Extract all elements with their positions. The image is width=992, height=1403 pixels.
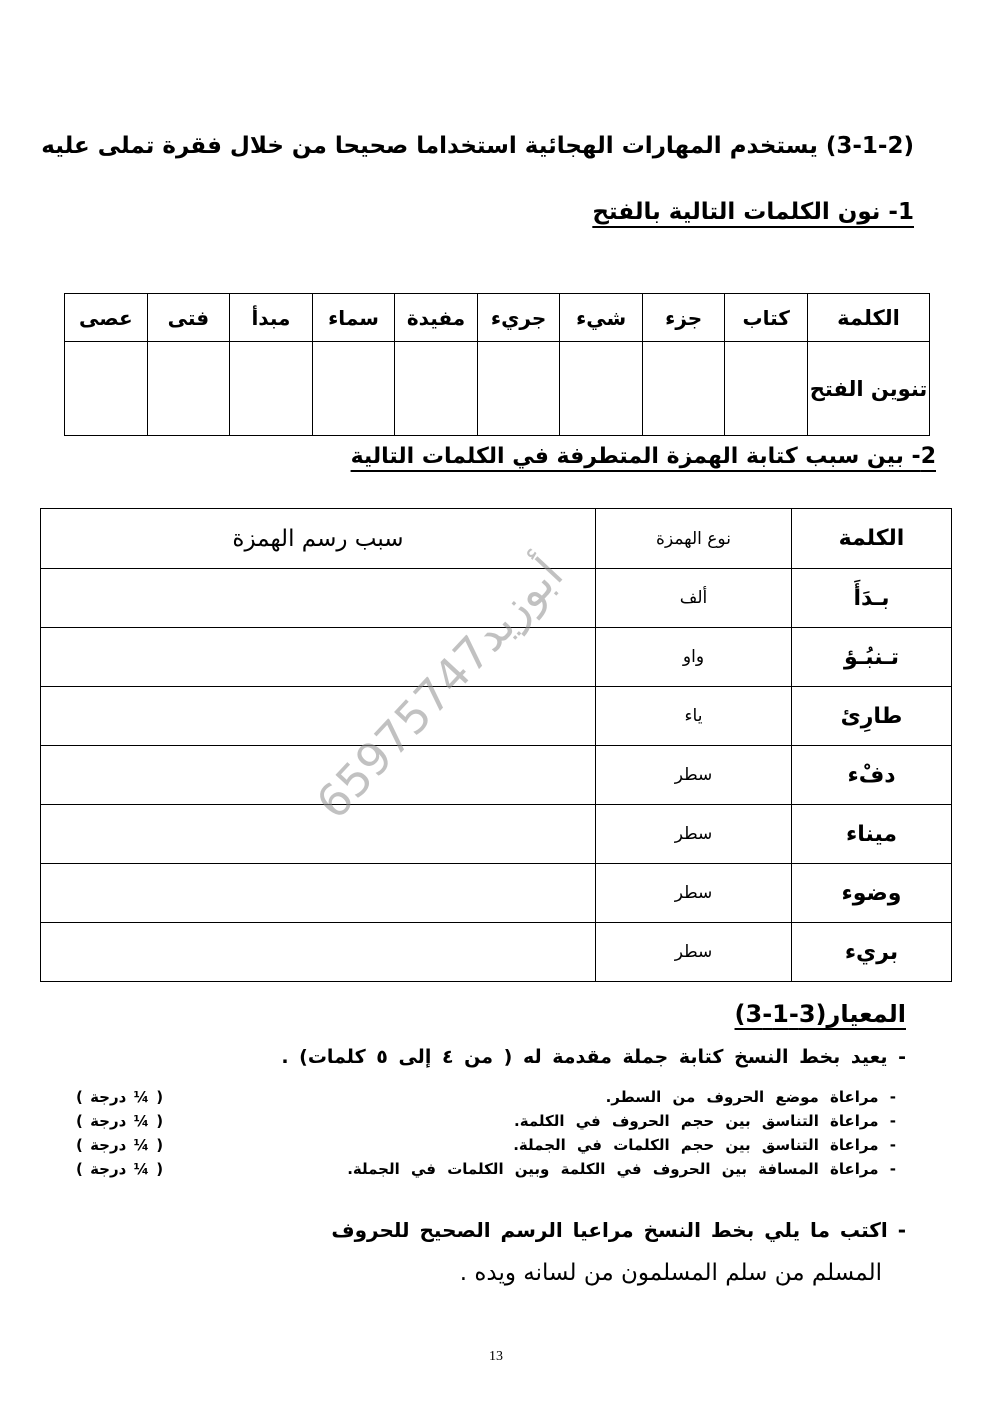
answer-cell <box>395 342 478 436</box>
tanween-table <box>64 293 930 436</box>
practice-sentence: المسلم من سلم المسلمون من لسانه ويده . <box>459 1260 882 1286</box>
hamza-reason-cell <box>41 864 596 923</box>
criteria-item <box>76 1112 896 1130</box>
criteria-score: ( ¼ درجة ) <box>76 1112 164 1130</box>
hamza-header-type: نوع الهمزة <box>596 509 792 569</box>
hamza-header-word: الكلمة <box>792 509 952 569</box>
watermark: أبوزيد65975747 <box>305 547 574 830</box>
hamza-type-cell: سطر <box>596 864 792 923</box>
hamza-table-row <box>41 569 952 628</box>
hamza-table-row <box>41 864 952 923</box>
word-cell: كتاب <box>725 294 808 342</box>
criteria-text: - مراعاة المسافة بين الحروف في الكلمة وبين الكلمات في الجملة. <box>347 1160 896 1178</box>
criteria-score: ( ¼ درجة ) <box>76 1088 164 1106</box>
word-cell: عصى <box>65 294 148 342</box>
answer-cell <box>65 342 148 436</box>
criteria-text: - مراعاة التناسق بين حجم الكلمات في الجملة. <box>513 1136 896 1154</box>
answer-cell <box>312 342 395 436</box>
standard-intro-line: - يعيد بخط النسخ كتابة جملة مقدمة له ( من ٤ إلى ٥ كلمات) . <box>281 1046 906 1068</box>
answer-cell <box>230 342 313 436</box>
tanween-table-header-row <box>65 294 930 342</box>
tanween-row-header: تنوين الفتح <box>808 342 930 436</box>
hamza-header-reason: سبب رسم الهمزة <box>41 509 596 569</box>
hamza-type-cell: سطر <box>596 805 792 864</box>
section2-heading: 2- بين سبب كتابة الهمزة المتطرفة في الكلمات التالية <box>350 444 936 469</box>
hamza-table <box>40 508 952 982</box>
hamza-table-row <box>41 805 952 864</box>
answer-cell <box>642 342 725 436</box>
word-cell: سماء <box>312 294 395 342</box>
criteria-score: ( ¼ درجة ) <box>76 1160 164 1178</box>
hamza-word-cell: ميناء <box>792 805 952 864</box>
hamza-table-row <box>41 923 952 982</box>
hamza-type-cell: سطر <box>596 923 792 982</box>
hamza-type-cell: واو <box>596 628 792 687</box>
answer-cell <box>147 342 230 436</box>
answer-cell <box>477 342 560 436</box>
hamza-type-cell: سطر <box>596 746 792 805</box>
hamza-word-cell: بـدَأَ <box>792 569 952 628</box>
section1-heading: 1- نون الكلمات التالية بالفتح <box>592 199 914 225</box>
answer-cell <box>560 342 643 436</box>
hamza-reason-cell <box>41 923 596 982</box>
hamza-word-cell: طارِئ <box>792 687 952 746</box>
copy-task-line: - اكتب ما يلي بخط النسخ مراعيا الرسم الصحيح للحروف <box>331 1218 906 1242</box>
hamza-type-cell: ياء <box>596 687 792 746</box>
criteria-text: - مراعاة موضع الحروف من السطر. <box>605 1088 896 1106</box>
hamza-word-cell: بريء <box>792 923 952 982</box>
hamza-reason-cell <box>41 805 596 864</box>
hamza-reason-cell <box>41 628 596 687</box>
word-cell: شيء <box>560 294 643 342</box>
hamza-word-cell: تـنبُـؤ <box>792 628 952 687</box>
hamza-table-row <box>41 687 952 746</box>
word-cell: جزء <box>642 294 725 342</box>
hamza-reason-cell <box>41 687 596 746</box>
hamza-type-cell: ألف <box>596 569 792 628</box>
section3-heading: المعيار(3-1-3) <box>734 1000 906 1028</box>
page-title: (3-1-2) يستخدم المهارات الهجائية استخداما صحيحا من خلال فقرة تملى عليه <box>41 133 914 159</box>
hamza-reason-cell <box>41 569 596 628</box>
page-number: 13 <box>489 1349 503 1364</box>
hamza-table-row <box>41 746 952 805</box>
hamza-word-cell: دفْء <box>792 746 952 805</box>
criteria-list <box>76 1088 896 1184</box>
word-cell: جريء <box>477 294 560 342</box>
tanween-col-header: الكلمة <box>808 294 930 342</box>
hamza-table-row <box>41 628 952 687</box>
criteria-score: ( ¼ درجة ) <box>76 1136 164 1154</box>
hamza-reason-cell <box>41 746 596 805</box>
criteria-text: - مراعاة التناسق بين حجم الحروف في الكلمة. <box>514 1112 896 1130</box>
tanween-table-answer-row <box>65 342 930 436</box>
word-cell: مفيدة <box>395 294 478 342</box>
criteria-item <box>76 1088 896 1106</box>
criteria-item <box>76 1160 896 1178</box>
answer-cell <box>725 342 808 436</box>
hamza-word-cell: وضوء <box>792 864 952 923</box>
word-cell: مبدأ <box>230 294 313 342</box>
hamza-table-header-row <box>41 509 952 569</box>
word-cell: فتى <box>147 294 230 342</box>
criteria-item <box>76 1136 896 1154</box>
